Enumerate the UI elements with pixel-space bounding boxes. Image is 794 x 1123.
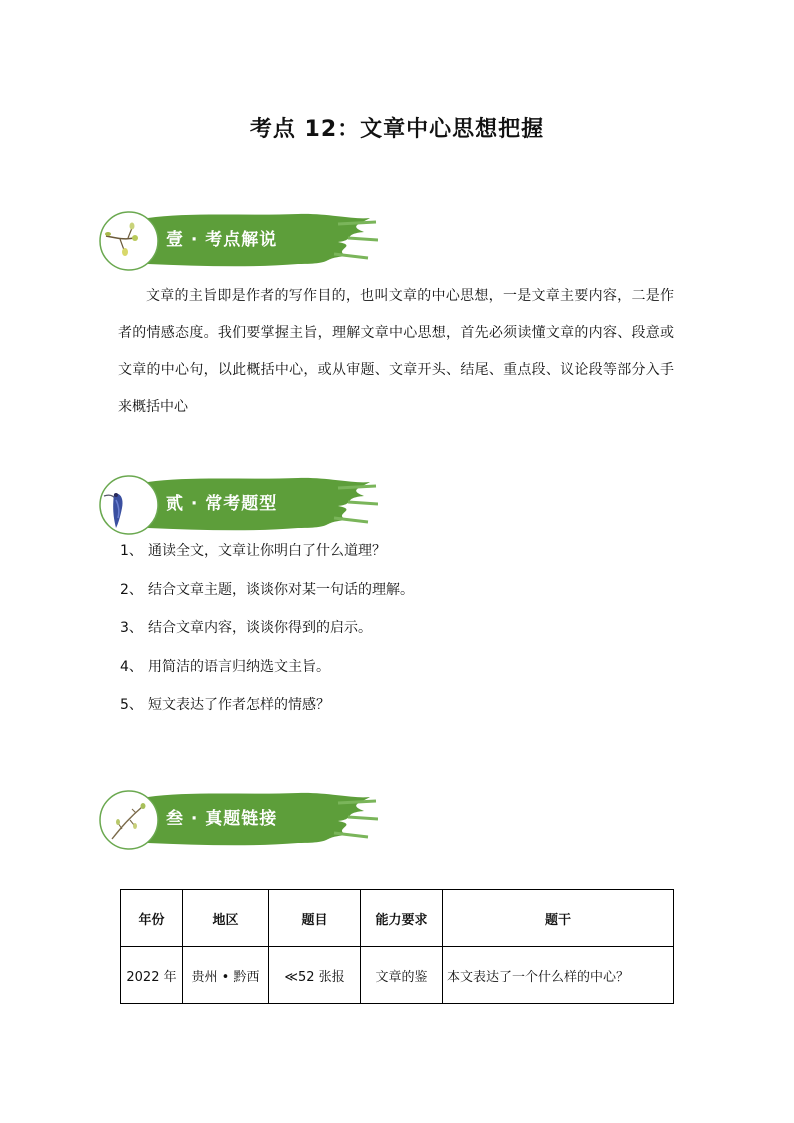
cell-year: 2022 年 (121, 947, 183, 1004)
header-ability: 能力要求 (361, 890, 443, 947)
cell-region: 贵州 • 黔西 (183, 947, 269, 1004)
list-item: 3、 结合文章内容，谈谈你得到的启示。 (120, 620, 372, 636)
list-item: 4、 用简洁的语言归纳选文主旨。 (120, 658, 330, 675)
section-header-exam-links (98, 789, 378, 851)
explanation-paragraph: 文章的主旨即是作者的写作目的，也叫文章的中心思想，一是文章主要内容，二是作者的情感态度。我们要掌握主旨，理解文章中心思想，首先必须读懂文章的内容、段意或文章的中心句，以此概括中心，或从审题、文章开头、结尾、重点段、议论段等部分入手来概括中心 (118, 288, 674, 415)
header-stem: 题干 (443, 890, 674, 947)
section-label: 叁 · 真题链接 (166, 809, 278, 829)
header-year: 年份 (121, 890, 183, 947)
cell-ability: 文章的鉴 (361, 947, 443, 1004)
list-item: 5、 短文表达了作者怎样的情感？ (120, 697, 330, 713)
section-header-explanation (98, 210, 378, 272)
bird-icon (98, 474, 160, 536)
cell-stem: 本文表达了一个什么样的中心？ (443, 947, 674, 1004)
exam-table (120, 889, 674, 1004)
list-item: 1、 通读全文，文章让你明白了什么道理？ (120, 543, 386, 559)
table-row (121, 947, 674, 1004)
header-title: 题目 (269, 890, 361, 947)
question-type-list (120, 540, 414, 733)
branch-icon (98, 210, 160, 272)
header-region: 地区 (183, 890, 269, 947)
list-item: 2、 结合文章主题，谈谈你对某一句话的理解。 (120, 581, 414, 598)
cell-title: ≪52 张报 (269, 947, 361, 1004)
table-header-row (121, 890, 674, 947)
twig-icon (98, 789, 160, 851)
page-title: 考点 12：文章中心思想把握 (249, 117, 545, 142)
section-label: 壹 · 考点解说 (166, 230, 278, 250)
section-label: 贰 · 常考题型 (166, 494, 278, 514)
section-header-question-types (98, 474, 378, 536)
